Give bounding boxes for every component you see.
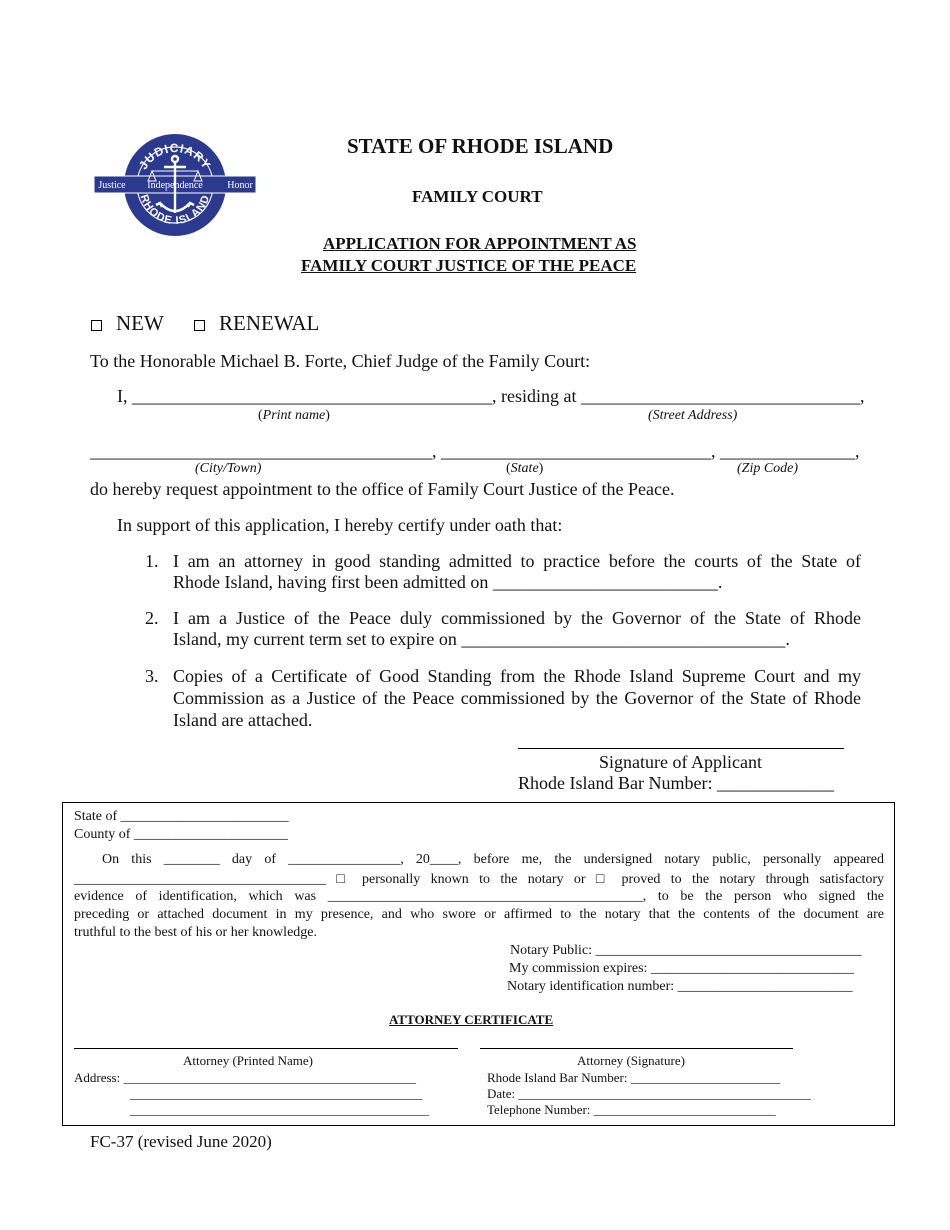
- item-text: I am an attorney in good standing admitted to practice before the courts of the State of: [173, 551, 861, 571]
- seal-left-text: Justice: [98, 180, 126, 191]
- signature-line[interactable]: [518, 748, 844, 749]
- attorney-telephone-line[interactable]: Telephone Number: ____________________________: [487, 1102, 776, 1117]
- new-label: NEW: [116, 311, 164, 335]
- attorney-printed-name-line[interactable]: [74, 1048, 458, 1049]
- notary-public-line[interactable]: Notary Public: ______________________________________: [510, 943, 862, 958]
- attorney-bar-number-line[interactable]: Rhode Island Bar Number: _______________________: [487, 1070, 781, 1085]
- item-number: 2.: [145, 608, 159, 628]
- attorney-address-line[interactable]: Address: _____________________________________________: [74, 1070, 416, 1085]
- renewal-label: RENEWAL: [219, 311, 320, 335]
- attorney-signature-label: Attorney (Signature): [577, 1053, 685, 1068]
- print-name-text: Print name: [262, 408, 326, 423]
- item-text[interactable]: Rhode Island, having first been admitted on _________________________.: [173, 572, 723, 592]
- attorney-date-line[interactable]: Date: _____________________________________________: [487, 1086, 811, 1101]
- judiciary-seal: [92, 131, 258, 239]
- item-number: 3.: [145, 666, 159, 686]
- court-heading: FAMILY COURT: [412, 187, 543, 206]
- seal-bottom-text: RHODE ISLAND: [137, 193, 213, 228]
- print-name-label: (Print name): [258, 408, 330, 423]
- city-label: (City/Town): [195, 461, 262, 476]
- state-label: (State): [506, 461, 544, 476]
- item-text: Copies of a Certificate of Good Standing from the Rhode Island Supreme Court and my: [173, 666, 861, 686]
- salutation: To the Honorable Michael B. Forte, Chief Judge of the Family Court:: [90, 351, 591, 371]
- city-state-zip-line[interactable]: ______________________________________, ______________________________, _______________,: [90, 441, 860, 461]
- seal-center-text: Independence: [147, 180, 203, 191]
- notary-id-line[interactable]: Notary identification number: _________________________: [507, 979, 853, 994]
- new-option[interactable]: [91, 311, 164, 336]
- zip-label: (Zip Code): [737, 461, 799, 476]
- renewal-checkbox-icon[interactable]: [194, 320, 205, 331]
- attorney-printed-name-label: Attorney (Printed Name): [183, 1053, 313, 1068]
- commission-expires-line[interactable]: My commission expires: _____________________________: [509, 961, 854, 976]
- new-checkbox-icon[interactable]: [91, 320, 102, 331]
- notary-text: evidence of identification, which was _____________________________________________, to be the person who signed the: [74, 889, 884, 904]
- attorney-signature-line[interactable]: [480, 1048, 793, 1049]
- item-number: 1.: [145, 551, 159, 571]
- notary-county-line[interactable]: County of ______________________: [74, 827, 288, 842]
- seal-right-text: Honor: [227, 180, 253, 191]
- seal-graphic: [92, 131, 258, 239]
- bar-number-line[interactable]: Rhode Island Bar Number: _____________: [518, 773, 834, 793]
- item-text: Commission as a Justice of the Peace commissioned by the Governor of the State of Rhode: [173, 688, 861, 708]
- attorney-certificate-title: ATTORNEY CERTIFICATE: [389, 1012, 554, 1027]
- signature-label: Signature of Applicant: [599, 752, 762, 772]
- name-address-line[interactable]: I, ________________________________________, residing at _______________________________,: [117, 386, 865, 406]
- state-heading: STATE OF RHODE ISLAND: [347, 134, 614, 158]
- renewal-option[interactable]: [194, 311, 319, 336]
- notary-state-line[interactable]: State of ________________________: [74, 809, 289, 824]
- item-text: Island are attached.: [173, 710, 313, 730]
- support-text: In support of this application, I hereby certify under oath that:: [117, 515, 563, 535]
- form-title-line1: APPLICATION FOR APPOINTMENT AS: [323, 234, 637, 253]
- notary-text: preceding or attached document in my presence, and who swore or affirmed to the notary that the contents of the document are: [74, 907, 884, 922]
- attorney-address-line[interactable]: ______________________________________________: [130, 1102, 429, 1117]
- form-title-line2: FAMILY COURT JUSTICE OF THE PEACE: [301, 256, 637, 275]
- notary-text: truthful to the best of his or her knowledge.: [74, 925, 318, 940]
- item-text: I am a Justice of the Peace duly commissioned by the Governor of the State of Rhode: [173, 608, 861, 628]
- street-address-label: (Street Address): [648, 408, 738, 423]
- request-text: do hereby request appointment to the office of Family Court Justice of the Peace.: [90, 479, 675, 499]
- seal-top-text: JUDICIARY: [135, 140, 214, 172]
- state-text: State: [510, 461, 539, 476]
- attorney-address-line[interactable]: _____________________________________________: [130, 1086, 423, 1101]
- notary-text: On this ________ day of ________________, 20____, before me, the undersigned notary public, personally appeared: [102, 852, 884, 867]
- form-footer-id: FC-37 (revised June 2020): [90, 1132, 272, 1151]
- notary-text: ____________________________________ □ personally known to the notary or □ proved to the notary through satisfactory: [74, 872, 884, 887]
- item-text[interactable]: Island, my current term set to expire on ____________________________________.: [173, 629, 790, 649]
